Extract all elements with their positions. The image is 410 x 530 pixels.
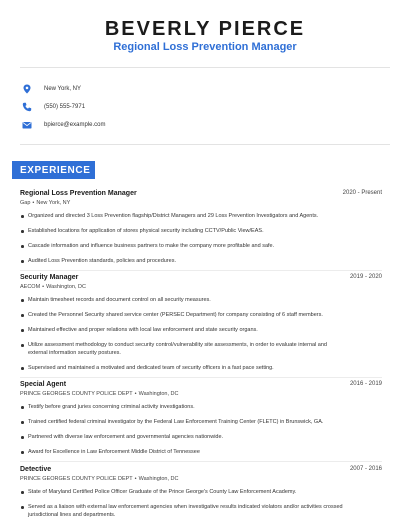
- job-title: Detective: [20, 466, 52, 473]
- job-bullet: Testify before grand juries concerning criminal activity investigations.: [20, 403, 382, 411]
- job-entry: [20, 466, 382, 519]
- contact-location: [20, 82, 81, 96]
- job-company: AECOM: [20, 284, 41, 290]
- job-divider: [20, 270, 382, 271]
- job-title: Security Manager: [20, 274, 79, 281]
- job-meta: PRINCE GEORGES COUNTY POLICE DEPT • Washington, DC: [20, 391, 179, 397]
- job-date: 2019 - 2020: [349, 274, 382, 280]
- job-bullet: Established locations for application of stores physical security including CCTV/Public View/EAS.: [20, 227, 382, 235]
- job-entry: [20, 190, 382, 265]
- location-text: New York, NY: [44, 86, 82, 92]
- job-date: 2020 - Present: [342, 190, 382, 196]
- job-bullet: Audited Loss Prevention standards, policies and procedures.: [20, 257, 382, 265]
- contact-email: [20, 118, 105, 132]
- job-meta: AECOM • Washington, DC: [20, 284, 86, 290]
- job-title: Regional Loss Prevention Manager: [20, 190, 137, 197]
- job-entry: [20, 274, 382, 372]
- job-meta: Gap • New York, NY: [20, 200, 71, 206]
- job-bullet: Award for Excellence in Law Enforcement Middle District of Tennessee: [20, 448, 382, 456]
- job-company: Gap: [20, 200, 31, 206]
- job-meta: PRINCE GEORGES COUNTY POLICE DEPT • Washington, DC: [20, 476, 179, 482]
- job-date: 2007 - 2016: [349, 466, 382, 472]
- job-bullet: Maintain timesheet records and document control on all security measures.: [20, 296, 382, 304]
- job-entry: [20, 381, 382, 456]
- job-bullet: Partnered with diverse law enforcement and governmental agencies nationwide.: [20, 433, 382, 441]
- job-bullet: Cascade information and influence business partners to make the company more profitable and safe.: [20, 242, 382, 250]
- job-location: Washington, DC: [138, 391, 179, 397]
- job-title: Special Agent: [20, 381, 67, 388]
- phone-text: (550) 555-7971: [44, 104, 86, 110]
- candidate-title: Regional Loss Prevention Manager: [113, 41, 297, 53]
- mail-icon: [22, 120, 32, 130]
- map-pin-icon: [22, 84, 32, 94]
- phone-icon: [22, 102, 32, 112]
- job-location: Washington, DC: [138, 476, 179, 482]
- header-divider: [20, 67, 390, 68]
- job-company: PRINCE GEORGES COUNTY POLICE DEPT: [20, 391, 133, 397]
- job-company: PRINCE GEORGES COUNTY POLICE DEPT: [20, 476, 133, 482]
- job-location: New York, NY: [36, 200, 71, 206]
- job-bullet: Created the Personnel Security shared service center (PERSEC Department) for company consisting of 6 staff members.: [20, 311, 382, 319]
- contact-phone: [20, 100, 85, 114]
- job-divider: [20, 377, 382, 378]
- candidate-name: BEVERLY PIERCE: [104, 18, 306, 40]
- experience-heading: EXPERIENCE: [12, 161, 95, 179]
- job-bullet: Maintained effective and proper relations with local law enforcement and state security organs.: [20, 326, 382, 334]
- email-link[interactable]: bpierce@example.com: [44, 122, 106, 128]
- job-bullet-continuation: jurisdictional lines and departments.: [28, 512, 116, 518]
- job-bullet: Served as a liaison with external law enforcement agencies when investigative results indicated violators and/or activities crossed: [20, 503, 382, 511]
- job-divider: [20, 461, 382, 462]
- contact-divider: [20, 144, 390, 145]
- job-bullet: Supervised and maintained a motivated and dedicated team of security officers in a fast pace setting.: [20, 364, 382, 372]
- job-bullet: Organized and directed 3 Loss Prevention flagship/District Managers and 29 Loss Prevention Investigators and Agents.: [20, 212, 382, 220]
- job-bullet-continuation: external information security postures.: [28, 350, 121, 356]
- job-bullet: State of Maryland Certified Police Officer Graduate of the Prince George's County Law Enforcement Academy.: [20, 488, 382, 496]
- job-bullet: Trained certified federal criminal investigator by the Federal Law Enforcement Training Center (FLETC) in Brunswick, GA.: [20, 418, 382, 426]
- job-bullet: Utilize assessment methodology to conduct security control/vulnerability site assessments, in order to evaluate internal and: [20, 341, 382, 349]
- job-location: Washington, DC: [46, 284, 86, 290]
- job-date: 2016 - 2019: [349, 381, 382, 387]
